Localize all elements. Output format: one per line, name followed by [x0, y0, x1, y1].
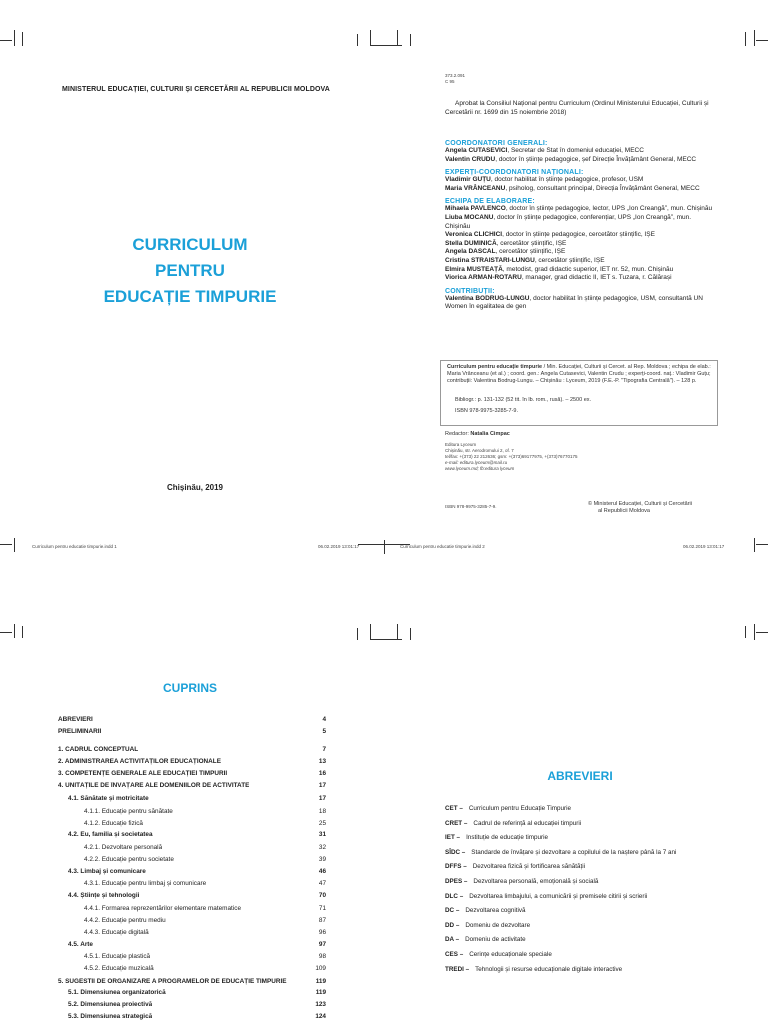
toc-row	[58, 831, 326, 839]
crop-mark	[370, 624, 371, 640]
abbrev-row	[445, 936, 526, 944]
crop-mark	[745, 626, 746, 638]
section-heading: ECHIPA DE ELABORARE:	[445, 198, 535, 206]
toc-row	[58, 758, 326, 766]
toc-row	[58, 941, 326, 949]
toc-row	[58, 892, 326, 900]
toc-page: 16	[318, 770, 326, 777]
toc-page: 7	[322, 746, 326, 753]
crop-mark	[397, 624, 398, 640]
toc-page: 96	[318, 929, 326, 936]
toc-row	[58, 844, 326, 852]
toc-label: 4.5.1. Educație plastică	[84, 953, 151, 960]
person: Stella DUMINICĂ, cercetător științific, IȘE	[445, 239, 567, 247]
page2-footer-left: Curriculum pentru educatie timpurie.indd 2	[400, 544, 485, 549]
toc-label: 5.2. Dimensiunea proiectivă	[68, 1001, 153, 1008]
person: Cristina STRAISTARI-LUNGU, cercetător științific, IȘE	[445, 256, 605, 264]
crop-mark	[410, 34, 411, 46]
person: Maria VRÂNCEANU, psiholog, consultant principal, Direcția Învățământ General, MECC	[445, 184, 700, 192]
crop-mark	[0, 544, 12, 545]
toc-page: 124	[315, 1013, 326, 1020]
toc-row	[58, 746, 326, 754]
crop-mark	[22, 626, 23, 638]
toc-label: 4.2. Eu, familia și societatea	[68, 831, 153, 838]
publisher-info: Editura Lyceum Chișinău, str. Aerodromului 2, of. 7 tel/fax: +(373) 22 212636; gsm: +(373)69177975, +(373)76770175 e-mail: editura.lyceum@mail.ru www.lyceum.md; fb:editura lyceum	[445, 442, 578, 471]
section-heading: COORDONATORI GENERALI:	[445, 140, 548, 147]
abbrev-key: DA –	[445, 936, 460, 944]
toc-row	[58, 880, 326, 888]
toc-label: PRELIMINARII	[58, 728, 102, 735]
toc-label: ABREVIERI	[58, 716, 93, 723]
page1-footer-left: Curriculum pentru educatie timpurie.indd 1	[32, 544, 117, 549]
toc-label: 4.4. Științe și tehnologii	[68, 892, 140, 899]
abbrev-key: DLC –	[445, 892, 464, 900]
abbrev-key: IET –	[445, 834, 461, 842]
title-line-3: EDUCAȚIE TIMPURIE	[103, 287, 277, 306]
abbrev-key: DPES –	[445, 878, 468, 885]
toc-row	[58, 795, 326, 803]
person: Liuba MOCANU, doctor în științe pedagogice, conferențiar, UPS „Ion Creangă”, mun. Chișinău	[445, 213, 692, 230]
cip-text: / Min. Educației, Culturii și Cercet. al Rep. Moldova ; echipa de elab.: Maria Vrânceanu (et al.) ; coord. gen.: Angela Cutasevici, Valentin Crudu ; experți-coord. naț.: Vladimir Guțu; contribuții: Valentina Bodrug-Lungu. – Chișinău : Lyceum, 2019 (F.E.-P. "Tipografia Centrală"). – 128 p.	[447, 364, 711, 384]
toc-page: 71	[318, 905, 326, 912]
crop-mark	[22, 32, 23, 46]
toc-page: 4	[322, 716, 326, 723]
toc-row	[58, 917, 326, 925]
abbrev-key: CRET –	[445, 819, 468, 827]
crop-mark	[0, 40, 12, 41]
abbrev-text: Domeniu de activitate	[465, 936, 526, 944]
crop-mark	[745, 32, 746, 46]
abbrev-row	[445, 863, 585, 871]
crop-mark	[0, 632, 12, 633]
toc-page: 46	[318, 868, 326, 875]
crop-mark	[754, 538, 755, 552]
person: Angela CUTASEVICI, Secretar de Stat în domeniul educației, MECC	[445, 147, 644, 154]
toc-row	[58, 728, 326, 736]
toc-page: 119	[315, 978, 326, 985]
credits-section	[445, 198, 715, 282]
crop-mark	[756, 632, 768, 633]
person: Veronica CLICHICI, doctor în științe pedagogice, cercetător științific, IȘE	[445, 231, 655, 239]
toc-row	[58, 868, 326, 876]
toc-row	[58, 716, 326, 724]
person: Valentina BODRUG-LUNGU, doctor habilitat în științe pedagogice, USM, consultantă UN Women în egalitatea de gen	[445, 294, 703, 311]
toc-label: 4.3. Limbaj și comunicare	[68, 868, 146, 875]
toc-page: 109	[315, 965, 326, 972]
person: Elmira MUSTEAȚĂ, metodist, grad didactic superior, IET nr. 52, mun. Chișinău	[445, 265, 674, 273]
toc-label: 4. UNITĂȚILE DE ÎNVĂȚARE ALE DOMENIILOR DE ACTIVITATE	[58, 782, 250, 789]
abbrev-text: Dezvoltarea personală, emoțională și socială	[473, 878, 599, 885]
udc-line-2: C 95	[445, 79, 455, 84]
toc-label: 4.4.2. Educație pentru mediu	[84, 917, 166, 924]
toc-page: 98	[318, 953, 326, 960]
toc-page: 47	[318, 880, 326, 887]
person: Mihaela PAVLENCO, doctor în științe pedagogice, lector, UPS „Ion Creangă”, mun. Chișinău	[445, 205, 713, 213]
abbrev-text: Standarde de învățare și dezvoltare a copilului de la naștere până la 7 ani	[471, 848, 677, 856]
toc-label: 5.3. Dimensiunea strategică	[68, 1013, 153, 1020]
abbrev-row	[445, 922, 530, 930]
crop-mark	[756, 40, 768, 41]
abbrev-title: ABREVIERI	[547, 769, 613, 783]
page2-footer-right: 06.02.2019 13:01:17	[683, 544, 725, 549]
toc-row	[58, 782, 326, 790]
person: Viorica ARMAN-ROTARU, manager, grad didactic II, IET s. Tuzara, r. Călărași	[445, 274, 672, 282]
abbrev-key: DD –	[445, 921, 460, 929]
abbrev-row	[445, 907, 526, 915]
abbrev-key: TREDI –	[445, 965, 470, 973]
toc-row	[58, 978, 326, 986]
toc-label: 4.5.2. Educație muzicală	[84, 965, 154, 972]
abbrev-row	[445, 951, 552, 959]
person: Vladimir GUȚU, doctor habilitat în științe pedagogice, profesor, USM	[445, 176, 644, 184]
place-year: Chișinău, 2019	[166, 483, 224, 492]
toc-row	[58, 1001, 326, 1009]
title-line-1: CURRICULUM	[132, 235, 248, 254]
toc-page: 70	[318, 892, 326, 899]
cip-title: Curriculum pentru educație timpurie	[447, 364, 543, 370]
toc-row	[58, 770, 326, 778]
abbrev-text: Curriculum pentru Educație Timpurie	[468, 805, 572, 812]
section-heading: EXPERȚI-COORDONATORI NAȚIONALI:	[445, 169, 584, 177]
toc-page: 5	[322, 728, 326, 735]
toc-row	[58, 965, 326, 973]
udc-code	[445, 73, 465, 85]
cip-description	[447, 364, 711, 385]
abbrev-text: Dezvoltarea cognitivă	[465, 907, 526, 915]
cip-isbn: ISBN 978-9975-3285-7-9.	[455, 408, 518, 414]
toc-row	[58, 905, 326, 913]
toc-row	[58, 856, 326, 864]
editor-name: Natalia Cimpac	[470, 431, 510, 437]
toc-label: 4.2.2. Educație pentru societate	[84, 856, 174, 863]
abbrev-row	[445, 893, 647, 901]
toc-label: 4.4.3. Educație digitală	[84, 929, 149, 936]
copyright	[588, 501, 728, 515]
book-title	[90, 232, 290, 310]
abbrev-row	[445, 820, 581, 828]
abbrev-text: Domeniu de dezvoltare	[465, 921, 531, 929]
credits	[445, 140, 715, 312]
abbrev-row	[445, 849, 676, 857]
abbrev-key: DC –	[445, 907, 460, 915]
credits-section	[445, 288, 715, 312]
person: Valentin CRUDU, doctor în științe pedagogice, șef Direcție Învățământ General, MECC	[445, 155, 697, 163]
abbrev-row	[445, 966, 622, 974]
toc-page: 32	[318, 844, 326, 851]
toc-page: 13	[318, 758, 326, 765]
toc-label: 4.4.1. Formarea reprezentărilor elementare matematice	[84, 905, 241, 912]
toc-label: 4.1.2. Educație fizică	[84, 820, 143, 827]
toc-label: 2. ADMINISTRAREA ACTIVITĂȚILOR EDUCAȚIONALE	[58, 758, 221, 765]
toc-page: 25	[318, 820, 326, 827]
cip-biblio: Bibliogr.: p. 131-132 (52 tit. în lb. rom., rusă). – 2500 ex.	[455, 397, 592, 403]
abbrev-text: Dezvoltarea fizică și fortificarea sănătății	[472, 863, 586, 871]
crop-mark	[14, 624, 15, 638]
toc-label: 5. SUGESTII DE ORGANIZARE A PROGRAMELOR DE EDUCAȚIE TIMPURIE	[58, 978, 287, 985]
crop-mark	[754, 30, 755, 46]
crop-mark	[384, 540, 385, 554]
toc-page: 18	[318, 808, 326, 815]
abbrev-text: Cadrul de referință al educației timpurii	[473, 819, 582, 827]
abbrev-key: DFFS –	[445, 863, 467, 871]
crop-mark	[756, 544, 768, 545]
crop-mark	[754, 624, 755, 640]
toc-row	[58, 820, 326, 828]
page1-footer-right: 06.02.2019 13:01:17	[318, 544, 360, 549]
title-line-2: PENTRU	[155, 261, 225, 280]
abbrev-row	[445, 805, 571, 813]
toc-label: 1. CADRUL CONCEPTUAL	[58, 746, 139, 753]
cip-box	[440, 360, 718, 426]
toc-label: 4.1. Sănătate și motricitate	[68, 795, 149, 802]
copyright-line-1: © Ministerul Educației, Culturii și Cercetării	[588, 501, 693, 507]
toc-row	[58, 989, 326, 997]
copyright-line-2: al Republicii Moldova	[598, 508, 650, 514]
crop-mark	[14, 538, 15, 552]
abbrev-text: Dezvoltarea limbajului, a comunicării și premisele citirii și scrierii	[469, 892, 648, 900]
crop-mark	[370, 30, 371, 46]
crop-mark	[410, 628, 411, 640]
toc-row	[58, 1013, 326, 1021]
abbrev-key: CES –	[445, 951, 464, 958]
toc-page: 87	[318, 917, 326, 924]
abbrev-row	[445, 834, 548, 842]
toc-page: 31	[318, 831, 326, 838]
crop-mark	[397, 30, 398, 46]
credits-section	[445, 140, 715, 164]
toc-page: 17	[318, 782, 326, 789]
ministry-heading: MINISTERUL EDUCAȚIEI, CULTURII ȘI CERCETĂRII AL REPUBLICII MOLDOVA	[62, 86, 330, 93]
toc-page: 17	[318, 795, 326, 802]
crop-mark	[357, 34, 358, 46]
toc-label: 4.1.1. Educație pentru sănătate	[84, 808, 173, 815]
toc-page: 97	[318, 941, 326, 948]
crop-mark	[357, 628, 358, 640]
isbn-bottom: ISBN 978-9975-3285-7-9.	[445, 504, 497, 509]
abbrev-text: Cerințe educaționale speciale	[469, 951, 552, 958]
toc-label: 5.1. Dimensiunea organizatorică	[68, 989, 166, 996]
toc-page: 39	[318, 856, 326, 863]
toc-row	[58, 808, 326, 816]
section-heading: CONTRIBUȚII:	[445, 287, 495, 295]
udc-line-1: 373.2.091	[445, 73, 466, 78]
editor	[445, 431, 510, 438]
editor-label: Redactor:	[445, 431, 471, 437]
toc-page: 123	[315, 1001, 326, 1008]
crop-mark	[14, 30, 15, 46]
toc-label: 4.5. Arte	[68, 941, 93, 948]
credits-section	[445, 169, 715, 193]
toc-label: 3. COMPETENȚE GENERALE ALE EDUCAȚIEI TIMPURII	[58, 770, 228, 777]
toc-row	[58, 953, 326, 961]
abbrev-text: Tehnologii și resurse educaționale digitale interactive	[475, 965, 623, 973]
approval-text: Aprobat la Consiliul Național pentru Curriculum (Ordinul Ministerului Educației, Culturii și Cercetării nr. 1699 din 15 noiembrie 2018)	[445, 100, 709, 116]
abbrev-key: SÎDC –	[445, 848, 466, 856]
abbrev-row	[445, 878, 598, 886]
person: Angela DASCAL, cercetător științific, IȘE	[445, 248, 566, 256]
abbrev-text: Instituție de educație timpurie	[466, 834, 548, 842]
toc-label: 4.2.1. Dezvoltare personală	[84, 844, 163, 851]
toc-title: CUPRINS	[162, 681, 217, 695]
toc-row	[58, 929, 326, 937]
abbrev-key: CET –	[445, 805, 463, 812]
toc-label: 4.3.1. Educație pentru limbaj și comunicare	[84, 880, 207, 887]
toc-page: 119	[315, 989, 326, 996]
